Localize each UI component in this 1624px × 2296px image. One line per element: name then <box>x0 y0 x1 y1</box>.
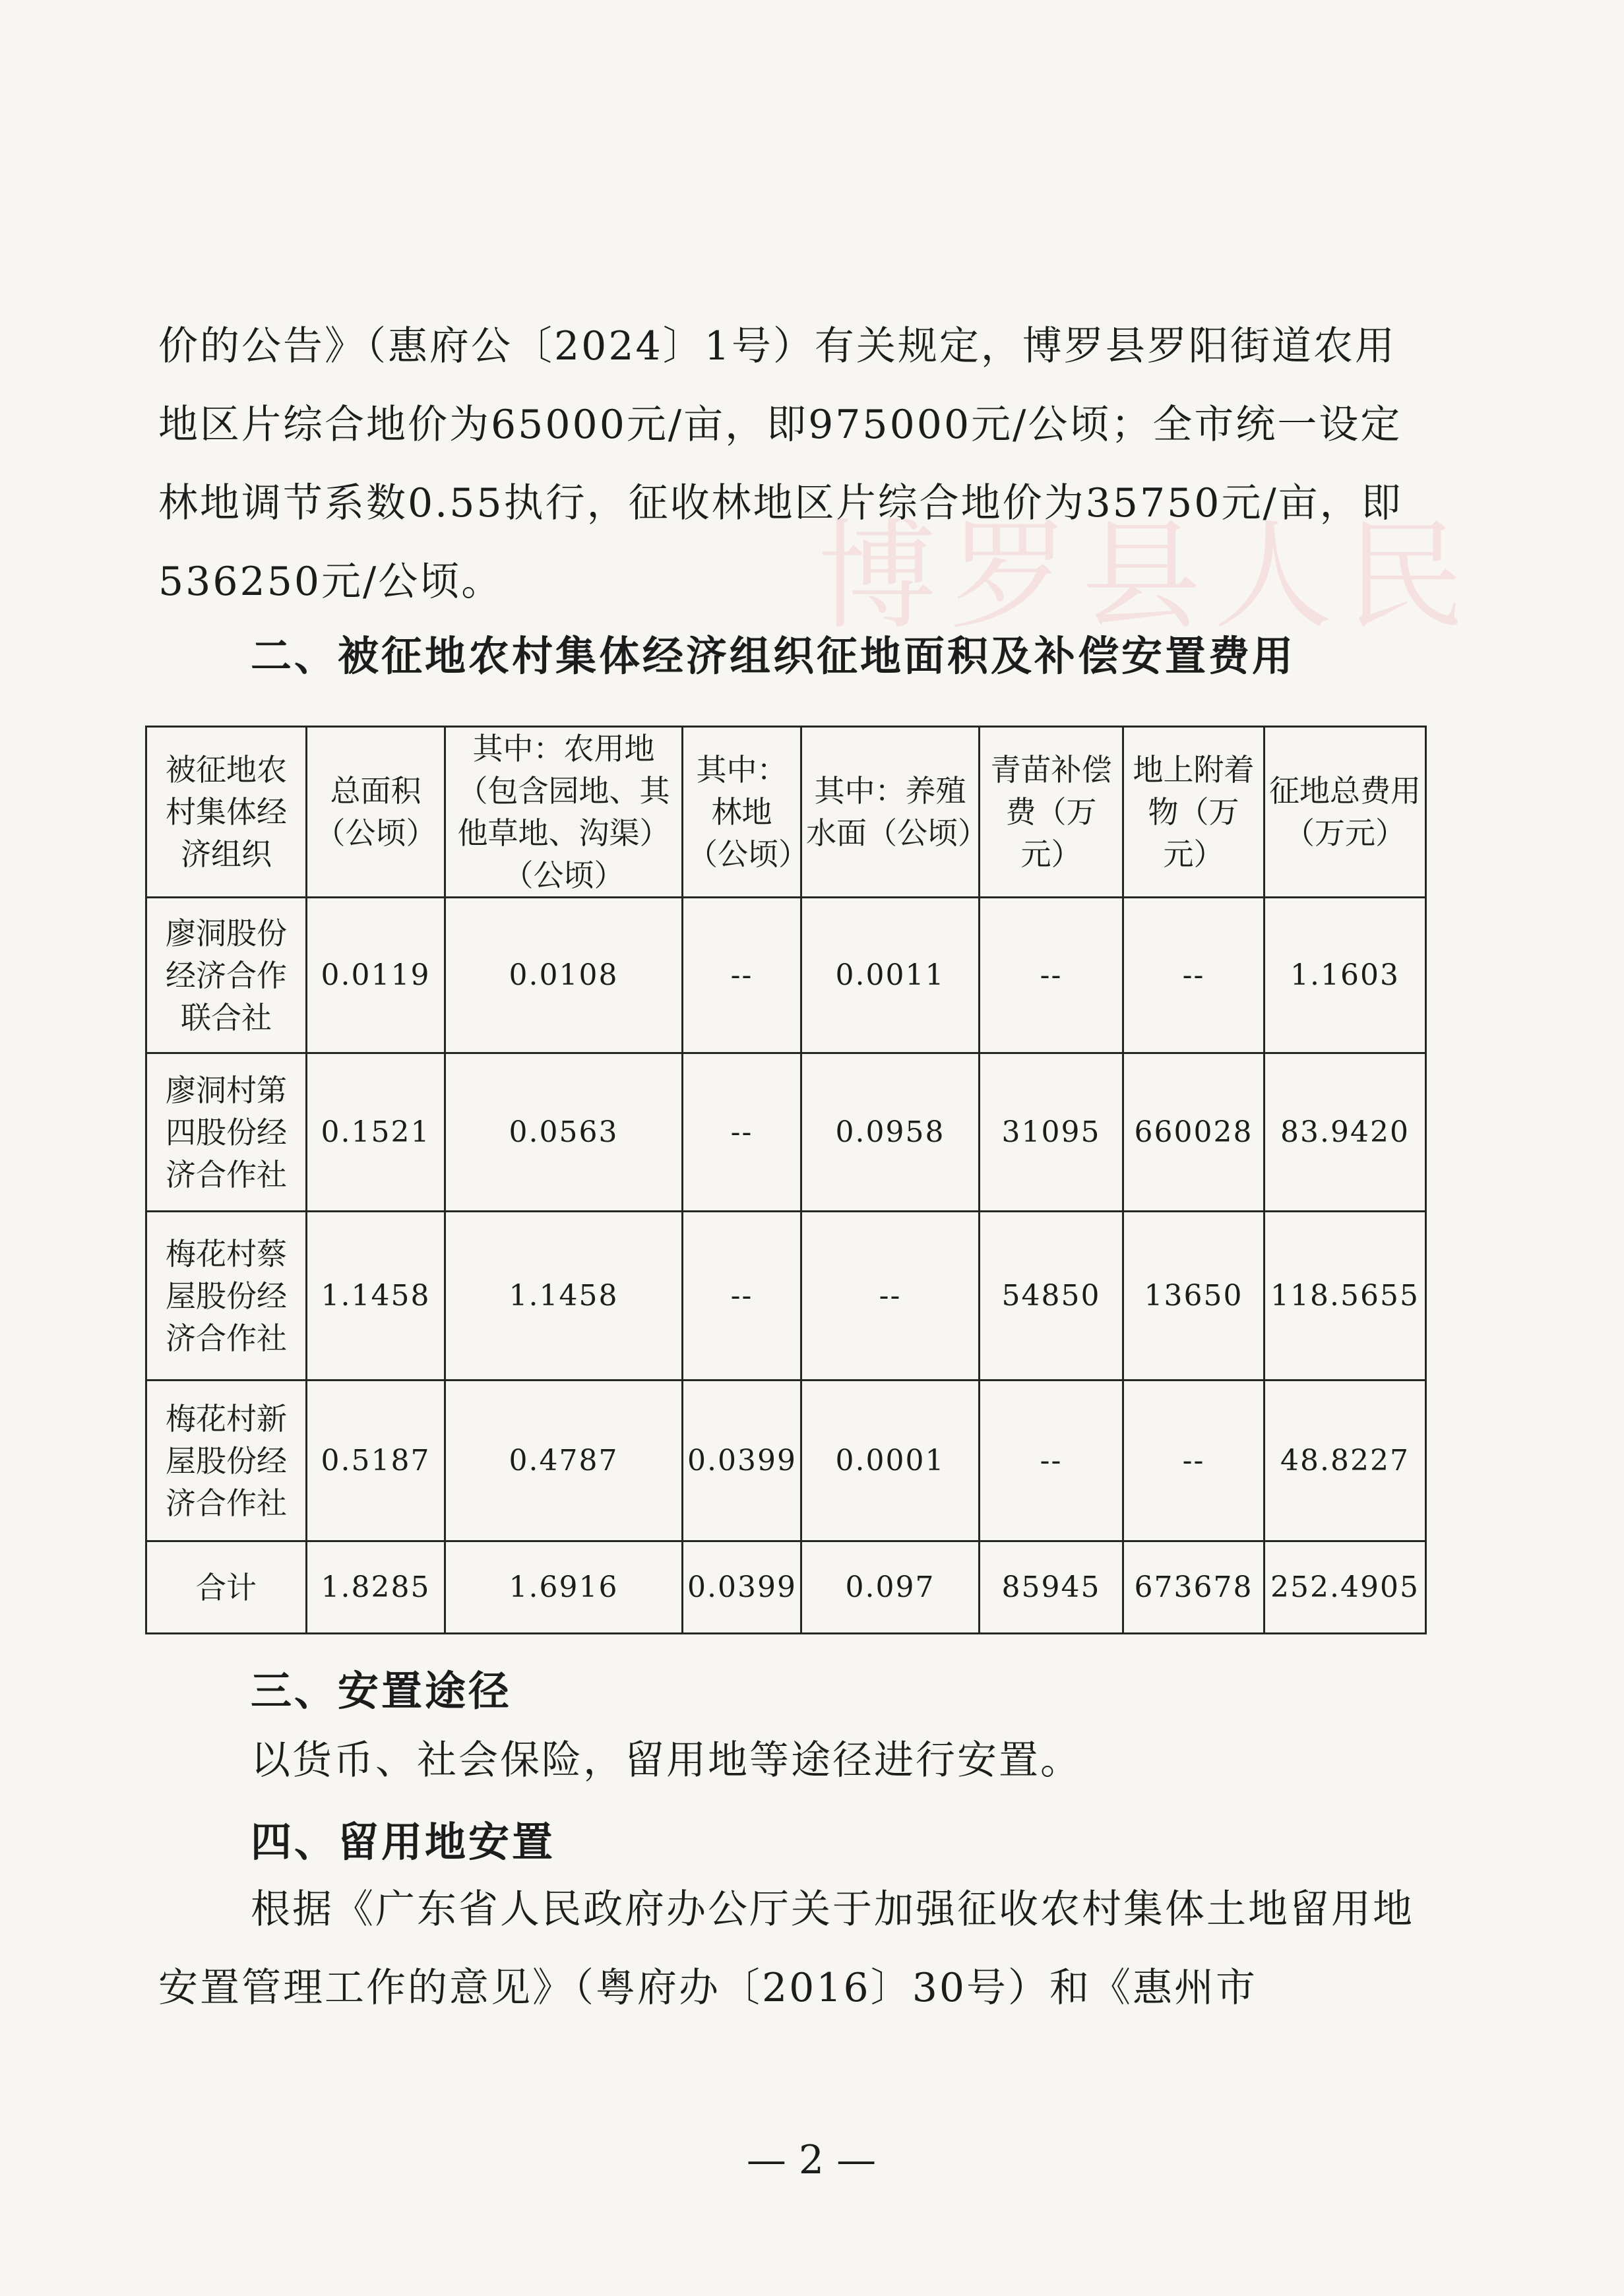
cell-aquaculture: 0.097 <box>801 1541 980 1634</box>
cell-attachments: -- <box>1123 898 1265 1053</box>
cell-farmland: 1.1458 <box>445 1212 683 1381</box>
section-4-text: 根据《广东省人民政府办公厅关于加强征收农村集体土地留用地安置管理工作的意见》（粤府办〔2016〕30号）和《惠州市 <box>158 1886 1414 2011</box>
compensation-table <box>145 726 1427 1634</box>
cell-total-area: 1.8285 <box>307 1541 445 1634</box>
cell-total-area: 1.1458 <box>307 1212 445 1381</box>
cell-farmland: 0.0108 <box>445 898 683 1053</box>
cell-farmland: 0.4787 <box>445 1381 683 1541</box>
cell-crop-compensation: 54850 <box>980 1212 1123 1381</box>
cell-org: 廖洞股份经济合作联合社 <box>146 898 307 1053</box>
cell-attachments: 13650 <box>1123 1212 1265 1381</box>
cell-crop-compensation: 85945 <box>980 1541 1123 1634</box>
section-4-heading: 四、留用地安置 <box>251 1818 556 1866</box>
header-farmland: 其中：农用地（包含园地、其他草地、沟渠）（公顷） <box>445 727 683 898</box>
cell-crop-compensation: 31095 <box>980 1053 1123 1212</box>
table-row <box>146 1381 1426 1541</box>
cell-attachments: -- <box>1123 1381 1265 1541</box>
cell-crop-compensation: -- <box>980 898 1123 1053</box>
table-row <box>146 898 1426 1053</box>
page-number: — 2 — <box>746 2137 877 2183</box>
section-3-text: 以货币、社会保险，留用地等途径进行安置。 <box>251 1737 1082 1784</box>
cell-forest: -- <box>683 898 801 1053</box>
cell-total-label: 合计 <box>146 1541 307 1634</box>
header-org: 被征地农村集体经济组织 <box>146 727 307 898</box>
cell-forest: 0.0399 <box>683 1541 801 1634</box>
cell-farmland: 1.6916 <box>445 1541 683 1634</box>
header-attachments: 地上附着物（万元） <box>1123 727 1265 898</box>
header-total-cost: 征地总费用（万元） <box>1265 727 1426 898</box>
cell-aquaculture: -- <box>801 1212 980 1381</box>
header-aquaculture: 其中：养殖水面（公顷） <box>801 727 980 898</box>
cell-forest: -- <box>683 1212 801 1381</box>
table-row <box>146 1053 1426 1212</box>
table-header-row <box>146 727 1426 898</box>
cell-attachments: 673678 <box>1123 1541 1265 1634</box>
header-crop-compensation: 青苗补偿费（万元） <box>980 727 1123 898</box>
cell-forest: 0.0399 <box>683 1381 801 1541</box>
header-forest: 其中：林地（公顷） <box>683 727 801 898</box>
cell-crop-compensation: -- <box>980 1381 1123 1541</box>
cell-aquaculture: 0.0958 <box>801 1053 980 1212</box>
cell-org: 梅花村新屋股份经济合作社 <box>146 1381 307 1541</box>
cell-org: 廖洞村第四股份经济合作社 <box>146 1053 307 1212</box>
cell-total-area: 0.5187 <box>307 1381 445 1541</box>
paragraph-land-price: 价的公告》（惠府公〔2024〕1号）有关规定，博罗县罗阳街道农用地区片综合地价为65000元/亩，即975000元/公顷；全市统一设定林地调节系数0.55执行，征收林地区片综合地价为35750元/亩，即536250元/公顷。 <box>158 323 1403 605</box>
table-row <box>146 1212 1426 1381</box>
cell-attachments: 660028 <box>1123 1053 1265 1212</box>
cell-org: 梅花村蔡屋股份经济合作社 <box>146 1212 307 1381</box>
cell-aquaculture: 0.0011 <box>801 898 980 1053</box>
section-2-heading: 二、被征地农村集体经济组织征地面积及补偿安置费用 <box>251 632 1296 680</box>
cell-aquaculture: 0.0001 <box>801 1381 980 1541</box>
cell-total-area: 0.1521 <box>307 1053 445 1212</box>
cell-total-cost: 83.9420 <box>1265 1053 1426 1212</box>
cell-total-cost: 48.8227 <box>1265 1381 1426 1541</box>
section-3-heading: 三、安置途径 <box>251 1667 513 1715</box>
header-total-area: 总面积（公顷） <box>307 727 445 898</box>
table-total-row <box>146 1541 1426 1634</box>
red-seal-watermark: 博罗县人民 <box>818 508 1478 646</box>
cell-total-area: 0.0119 <box>307 898 445 1053</box>
cell-farmland: 0.0563 <box>445 1053 683 1212</box>
cell-total-cost: 252.4905 <box>1265 1541 1426 1634</box>
cell-total-cost: 118.5655 <box>1265 1212 1426 1381</box>
cell-forest: -- <box>683 1053 801 1212</box>
cell-total-cost: 1.1603 <box>1265 898 1426 1053</box>
